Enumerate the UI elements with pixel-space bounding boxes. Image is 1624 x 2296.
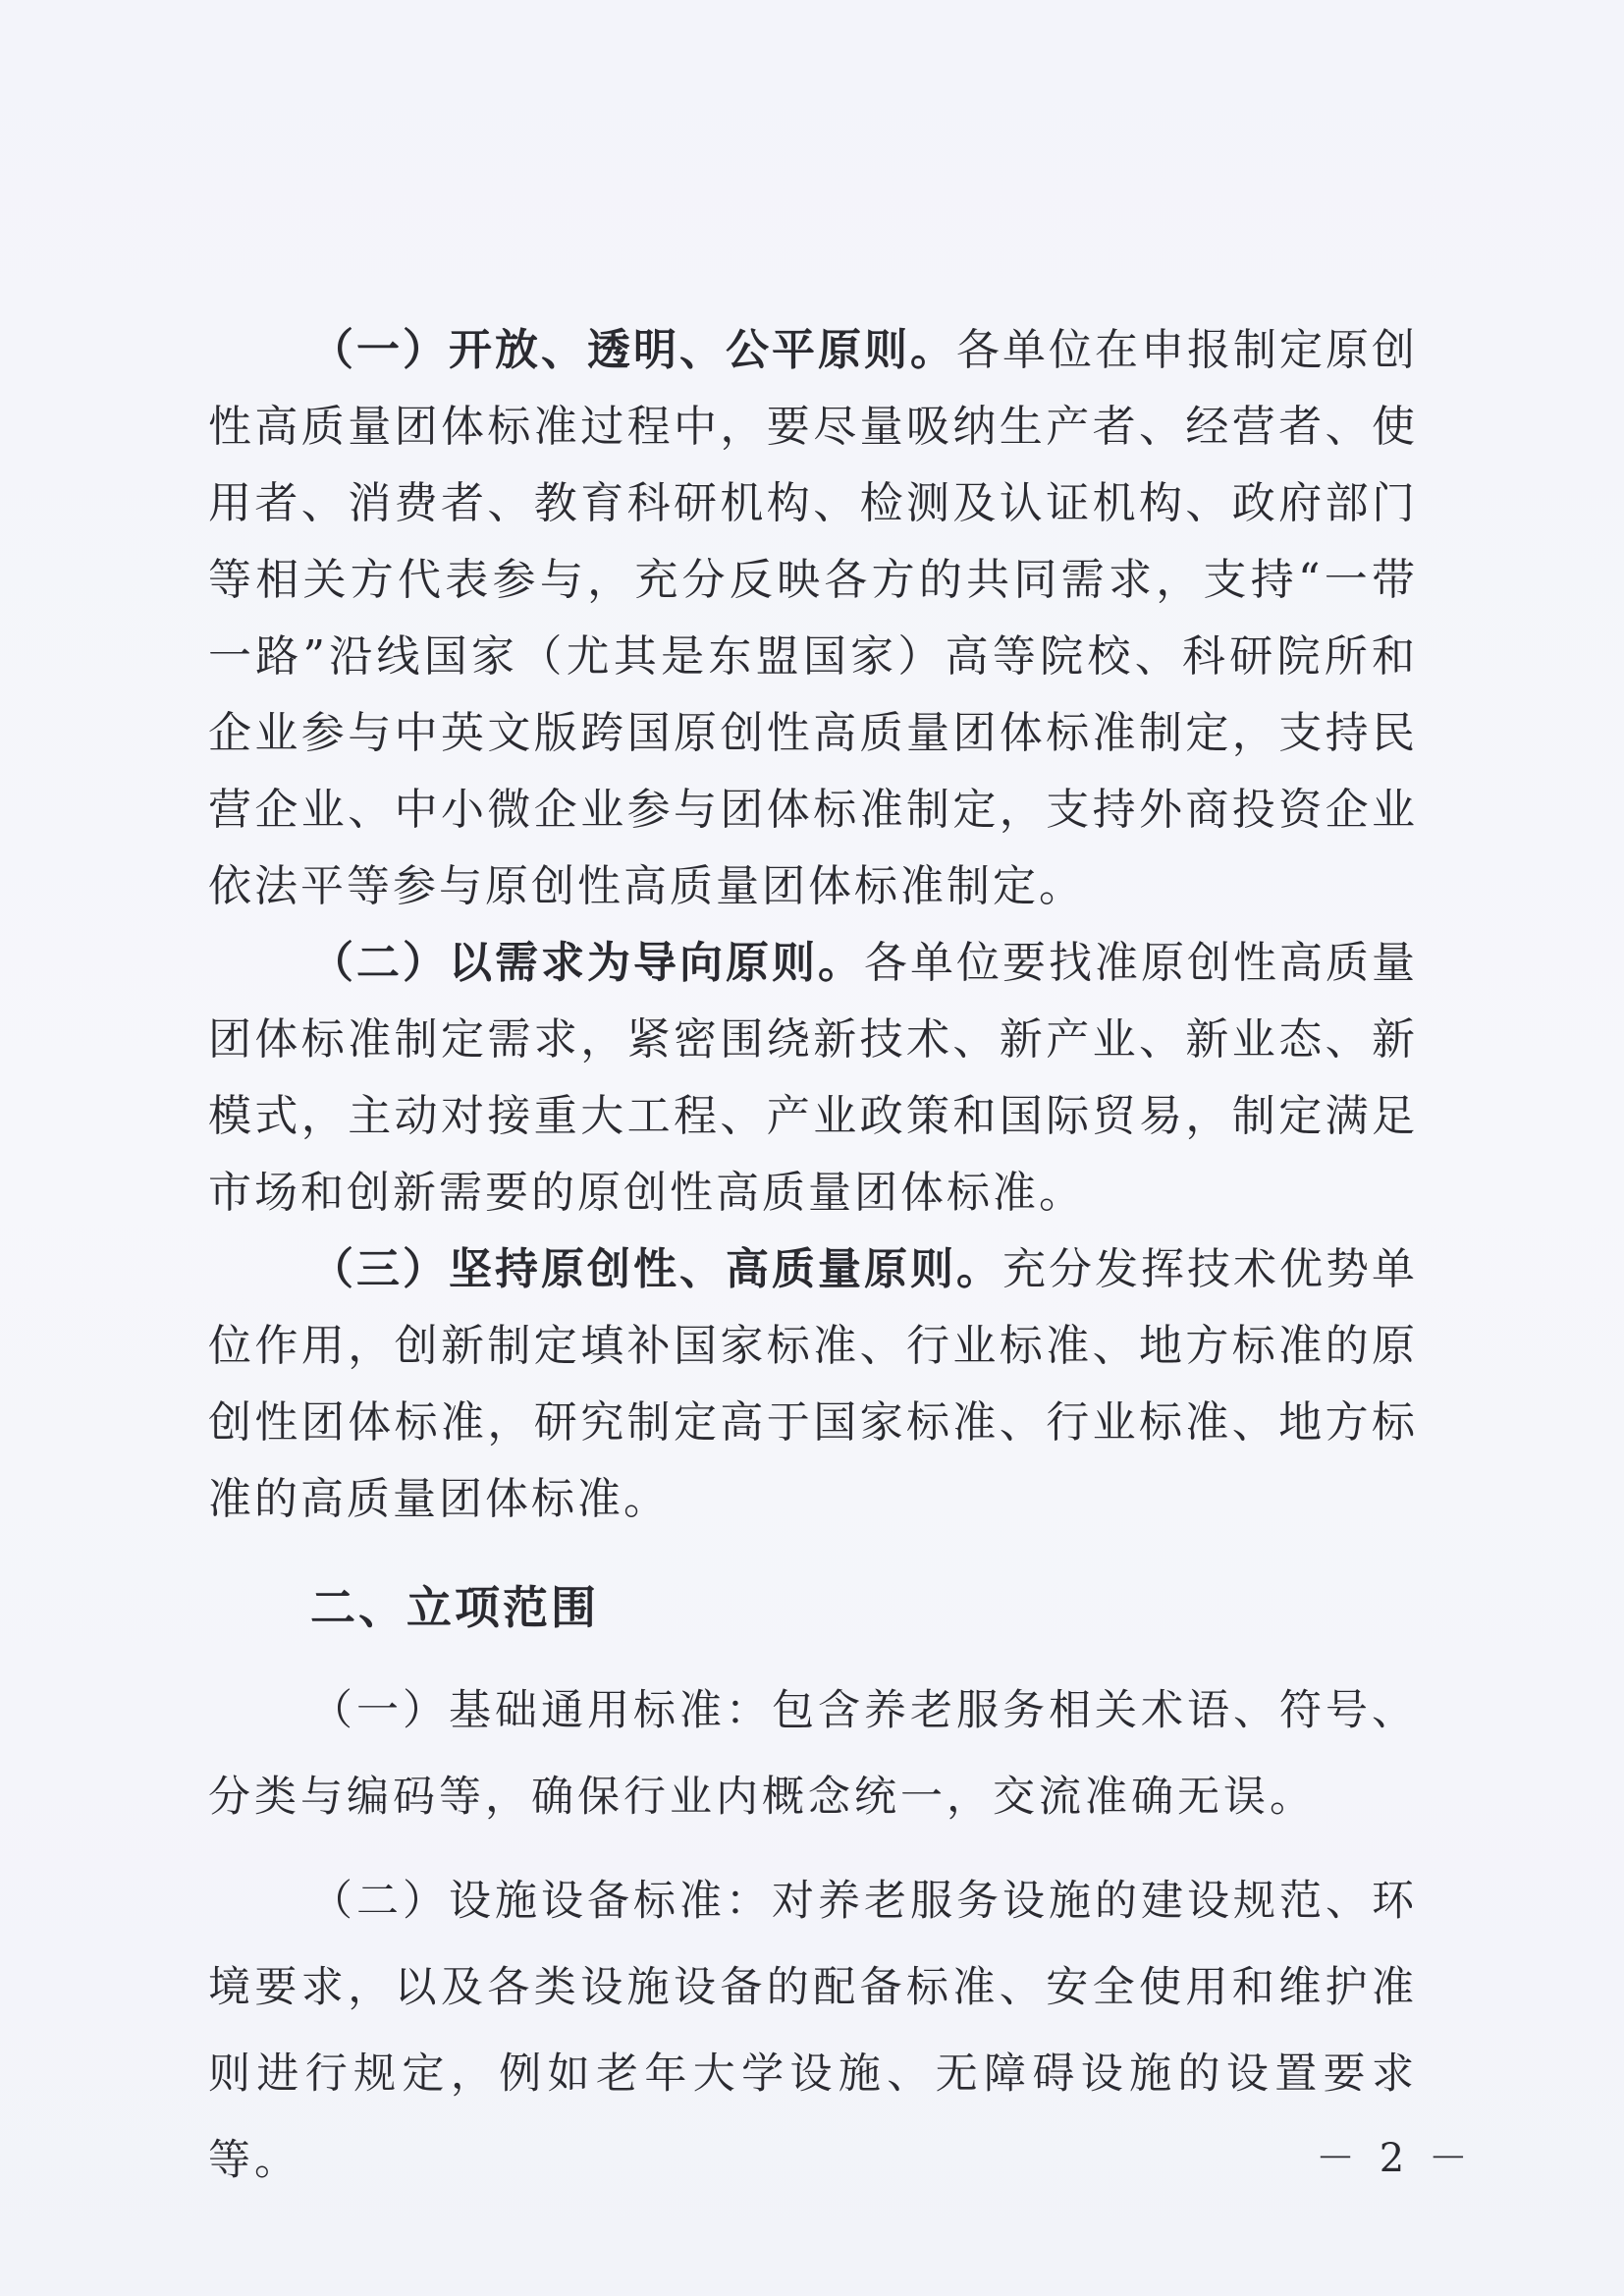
scope-item-2: （二）设施设备标准：对养老服务设施的建设规范、环境要求，以及各类设施设备的配备标准、安全使用和维护准则进行规定，例如老年大学设施、无障碍设施的设置要求等。 [208, 1877, 1418, 2185]
principle-2-title: （二）以需求为导向原则。 [310, 938, 864, 988]
principle-2-text: 各单位要找准原创性高质量团体标准制定需求，紧密围绕新技术、新产业、新业态、新模式，主动对接重大工程、产业政策和国际贸易，制定满足市场和创新需要的原创性高质量团体标准。 [208, 938, 1418, 1218]
principle-paragraph-1 [208, 312, 1418, 925]
principle-1-title: （一）开放、透明、公平原则。 [310, 325, 956, 375]
principle-paragraph-3 [208, 1231, 1418, 1538]
section-heading: 二、立项范围 [310, 1581, 599, 1634]
principle-3-text: 充分发挥技术优势单位作用，创新制定填补国家标准、行业标准、地方标准的原创性团体标准，研究制定高于国家标准、行业标准、地方标准的高质量团体标准。 [208, 1244, 1418, 1524]
page-number: － 2 － [1316, 2136, 1474, 2181]
document-body [208, 312, 1418, 2204]
scope-item-1: （一）基础通用标准：包含养老服务相关术语、符号、分类与编码等，确保行业内概念统一，交流准确无误。 [208, 1686, 1418, 1822]
principle-3-title: （三）坚持原创性、高质量原则。 [310, 1244, 1002, 1294]
principle-paragraph-2 [208, 925, 1418, 1231]
principle-1-text: 各单位在申报制定原创性高质量团体标准过程中，要尽量吸纳生产者、经营者、使用者、消费者、教育科研机构、检测及认证机构、政府部门等相关方代表参与，充分反映各方的共同需求，支持“一带一路”沿线国家（尤其是东盟国家）高等院校、科研院所和企业参与中英文版跨国原创性高质量团体标准制定，支持民营企业、中小微企业参与团体标准制定，支持外商投资企业依法平等参与原创性高质量团体标准制定。 [208, 325, 1418, 911]
